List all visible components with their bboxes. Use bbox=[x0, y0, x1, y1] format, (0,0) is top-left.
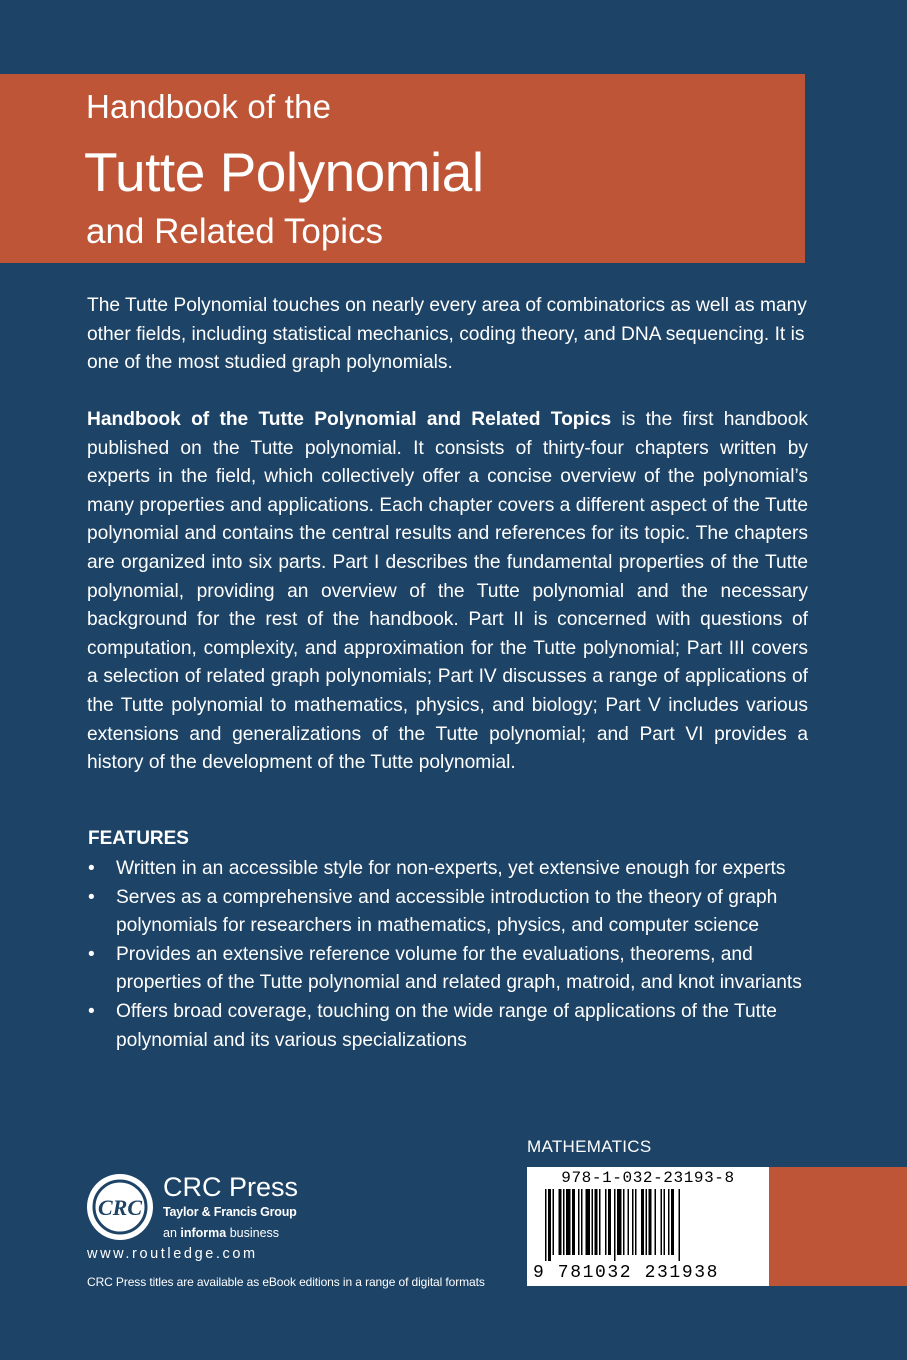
feature-item bbox=[88, 884, 808, 941]
bullet-icon: • bbox=[88, 858, 95, 879]
barcode-bar bbox=[617, 1189, 622, 1255]
ean-digits: 9 781032 231938 bbox=[533, 1263, 720, 1283]
informa-prefix: an bbox=[163, 1226, 181, 1240]
barcode-bar bbox=[553, 1189, 555, 1255]
book-title-bold: Handbook of the Tutte Polynomial and Related Topics bbox=[87, 409, 612, 430]
title-line-3: and Related Topics bbox=[86, 212, 384, 251]
barcode-bar bbox=[595, 1189, 598, 1255]
barcode-bar bbox=[599, 1189, 601, 1255]
accent-tab bbox=[769, 1167, 907, 1286]
barcode-bar bbox=[566, 1189, 571, 1255]
barcode-bar bbox=[605, 1189, 607, 1255]
isbn-text: 978-1-032-23193-8 bbox=[561, 1169, 735, 1187]
barcode-bar bbox=[545, 1189, 547, 1261]
barcode-bar bbox=[572, 1189, 575, 1255]
barcode-bar bbox=[649, 1189, 652, 1255]
informa-business bbox=[163, 1226, 279, 1240]
bullet-icon: • bbox=[88, 1000, 95, 1022]
barcode-bar bbox=[548, 1189, 551, 1261]
feature-item bbox=[88, 855, 808, 884]
feature-item bbox=[88, 998, 808, 1055]
description-paragraph-1: The Tutte Polynomial touches on nearly every area of combinatorics as well as many other fields, including statistical mechanics, coding theory, and DNA sequencing. It is one of the most studied graph polynomials. bbox=[87, 295, 807, 374]
barcode-bar bbox=[592, 1189, 594, 1255]
feature-text: Provides an extensive reference volume for the evaluations, theorems, and properties of the Tutte polynomial and related graph, matroid, and knot invariants bbox=[116, 943, 802, 994]
features-heading: FEATURES bbox=[88, 828, 189, 849]
crc-logo-text: CRC bbox=[97, 1195, 143, 1220]
barcode-bar bbox=[668, 1189, 670, 1255]
feature-text: Serves as a comprehensive and accessible introduction to the theory of graph polynomials for researchers in mathematics, physics, and computer science bbox=[116, 886, 778, 937]
description-paragraph-2-text: is the first handbook published on the Tutte polynomial. It consists of thirty-four chapters written by experts in the field, which collectively offer a concise overview of the polynomial’s many properties and applications. Each chapter covers a different aspect of the Tutte polynomial and contains the central results and references for its topic. The chapters are organized into six parts. Part I describes the fundamental properties of the Tutte polynomial, providing an overview of the Tutte polynomial and the necessary background for the rest of the handbook. Part II is concerned with questions of computation, complexity, and approximation for the Tutte polynomial; Part III covers a selection of related graph polynomials; Part IV discusses a range of applications of the Tutte polynomial to mathematics, physics, and biology; Part V includes various extensions and generalizations of the Tutte polynomial; and Part VI provides a history of the development of the Tutte polynomial. bbox=[87, 409, 808, 774]
crc-logo-icon bbox=[85, 1172, 155, 1242]
barcode-bar bbox=[614, 1189, 616, 1261]
barcode-bar bbox=[563, 1189, 565, 1255]
publisher-group: Taylor & Francis Group bbox=[163, 1205, 297, 1219]
barcode-bar bbox=[586, 1189, 591, 1255]
barcode-bar bbox=[608, 1189, 611, 1255]
barcode-bar bbox=[578, 1189, 580, 1255]
barcode-bar bbox=[646, 1189, 648, 1255]
barcode-bar bbox=[661, 1189, 663, 1255]
barcode-bar bbox=[581, 1189, 583, 1255]
barcode-icon bbox=[543, 1189, 753, 1261]
description-paragraph-2 bbox=[87, 406, 808, 778]
bullet-icon: • bbox=[88, 886, 95, 908]
barcode-bar bbox=[559, 1189, 562, 1255]
isbn-barcode bbox=[527, 1167, 769, 1286]
subject-category: MATHEMATICS bbox=[527, 1137, 652, 1156]
barcode-bar bbox=[632, 1189, 634, 1255]
feature-text: Offers broad coverage, touching on the wide range of applications of the Tutte polynomial and its various specializations bbox=[116, 1000, 777, 1051]
barcode-bar bbox=[628, 1189, 630, 1255]
barcode-bar bbox=[671, 1189, 674, 1255]
barcode-bar bbox=[623, 1189, 625, 1255]
ebook-note: CRC Press titles are available as eBook editions in a range of digital formats bbox=[87, 1275, 485, 1289]
publisher-name: CRC Press bbox=[163, 1172, 299, 1202]
barcode-bar bbox=[679, 1189, 681, 1261]
bullet-icon: • bbox=[88, 943, 95, 965]
features-list bbox=[88, 855, 808, 1055]
title-line-1: Handbook of the bbox=[86, 88, 332, 125]
informa-bold: informa bbox=[180, 1226, 227, 1240]
feature-text: Written in an accessible style for non-experts, yet extensive enough for experts bbox=[116, 858, 786, 879]
barcode-bar bbox=[641, 1189, 644, 1255]
feature-item bbox=[88, 941, 808, 998]
title-main: Tutte Polynomial bbox=[84, 141, 484, 203]
informa-suffix: business bbox=[226, 1226, 280, 1240]
publisher-url[interactable]: www.routledge.com bbox=[87, 1246, 258, 1262]
barcode-bar bbox=[655, 1189, 657, 1255]
barcode-bar bbox=[635, 1189, 637, 1255]
barcode-bar bbox=[664, 1189, 666, 1255]
